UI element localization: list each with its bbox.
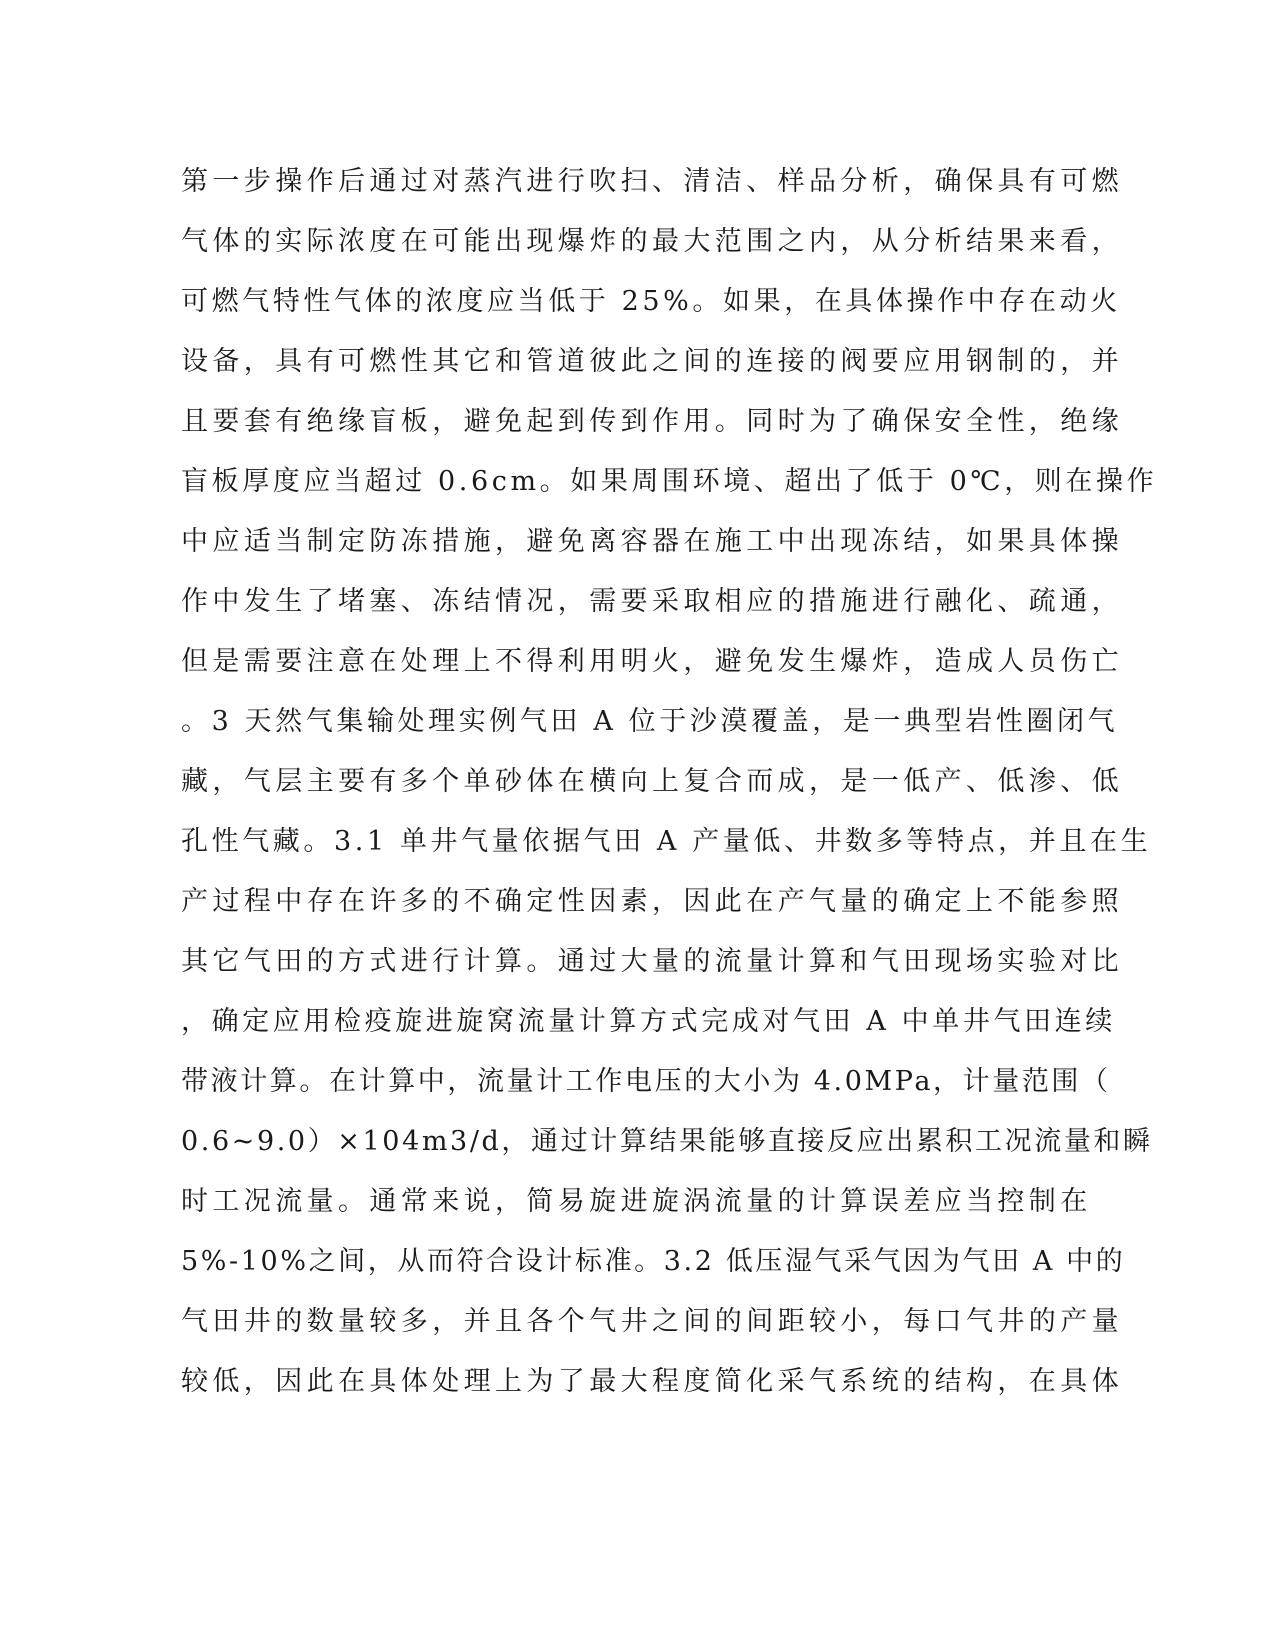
text-line: 产过程中存在许多的不确定性因素，因此在产气量的确定上不能参照 bbox=[181, 886, 1123, 917]
text-line: 时工况流量。通常来说，简易旋进旋涡流量的计算误差应当控制在 bbox=[181, 1186, 1092, 1217]
text-line: 中应适当制定防冻措施，避免离容器在施工中出现冻结，如果具体操 bbox=[181, 526, 1123, 557]
text-line: 气体的实际浓度在可能出现爆炸的最大范围之内，从分析结果来看， bbox=[181, 226, 1123, 257]
text-line: 可燃气特性气体的浓度应当低于 25%。如果，在具体操作中存在动火 bbox=[181, 286, 1121, 317]
body-text bbox=[181, 158, 1158, 1418]
text-line: 第一步操作后通过对蒸汽进行吹扫、清洁、样品分析，确保具有可燃 bbox=[181, 166, 1123, 197]
text-line: 。3 天然气集输处理实例气田 A 位于沙漠覆盖，是一典型岩性圈闭气 bbox=[181, 706, 1119, 737]
text-line: 且要套有绝缘盲板，避免起到传到作用。同时为了确保安全性，绝缘 bbox=[181, 406, 1123, 437]
text-line: 作中发生了堵塞、冻结情况，需要采取相应的措施进行融化、疏通， bbox=[181, 586, 1123, 617]
text-line: 设备，具有可燃性其它和管道彼此之间的连接的阀要应用钢制的，并 bbox=[181, 346, 1123, 377]
text-line: 藏，气层主要有多个单砂体在横向上复合而成，是一低产、低渗、低 bbox=[181, 766, 1123, 797]
text-line: 带液计算。在计算中，流量计工作电压的大小为 4.0MPa，计量范围（ bbox=[181, 1066, 1111, 1097]
text-line: 孔性气藏。3.1 单井气量依据气田 A 产量低、井数多等特点，并且在生 bbox=[181, 826, 1152, 857]
text-line: 其它气田的方式进行计算。通过大量的流量计算和气田现场实验对比 bbox=[181, 946, 1123, 977]
text-line: 气田井的数量较多，并且各个气井之间的间距较小，每口气井的产量 bbox=[181, 1306, 1123, 1337]
text-line: 较低，因此在具体处理上为了最大程度简化采气系统的结构，在具体 bbox=[181, 1366, 1123, 1397]
text-line: ，确定应用检疫旋进旋窝流量计算方式完成对气田 A 中单井气田连续 bbox=[181, 1006, 1116, 1037]
text-line: 0.6~9.0）×104m3/d，通过计算结果能够直接反应出累积工况流量和瞬 bbox=[181, 1126, 1153, 1157]
text-line: 但是需要注意在处理上不得利用明火，避免发生爆炸，造成人员伤亡 bbox=[181, 646, 1123, 677]
text-line: 5%-10%之间，从而符合设计标准。3.2 低压湿气采气因为气田 A 中的 bbox=[181, 1246, 1126, 1277]
text-line: 盲板厚度应当超过 0.6cm。如果周围环境、超出了低于 0℃，则在操作 bbox=[181, 466, 1158, 497]
